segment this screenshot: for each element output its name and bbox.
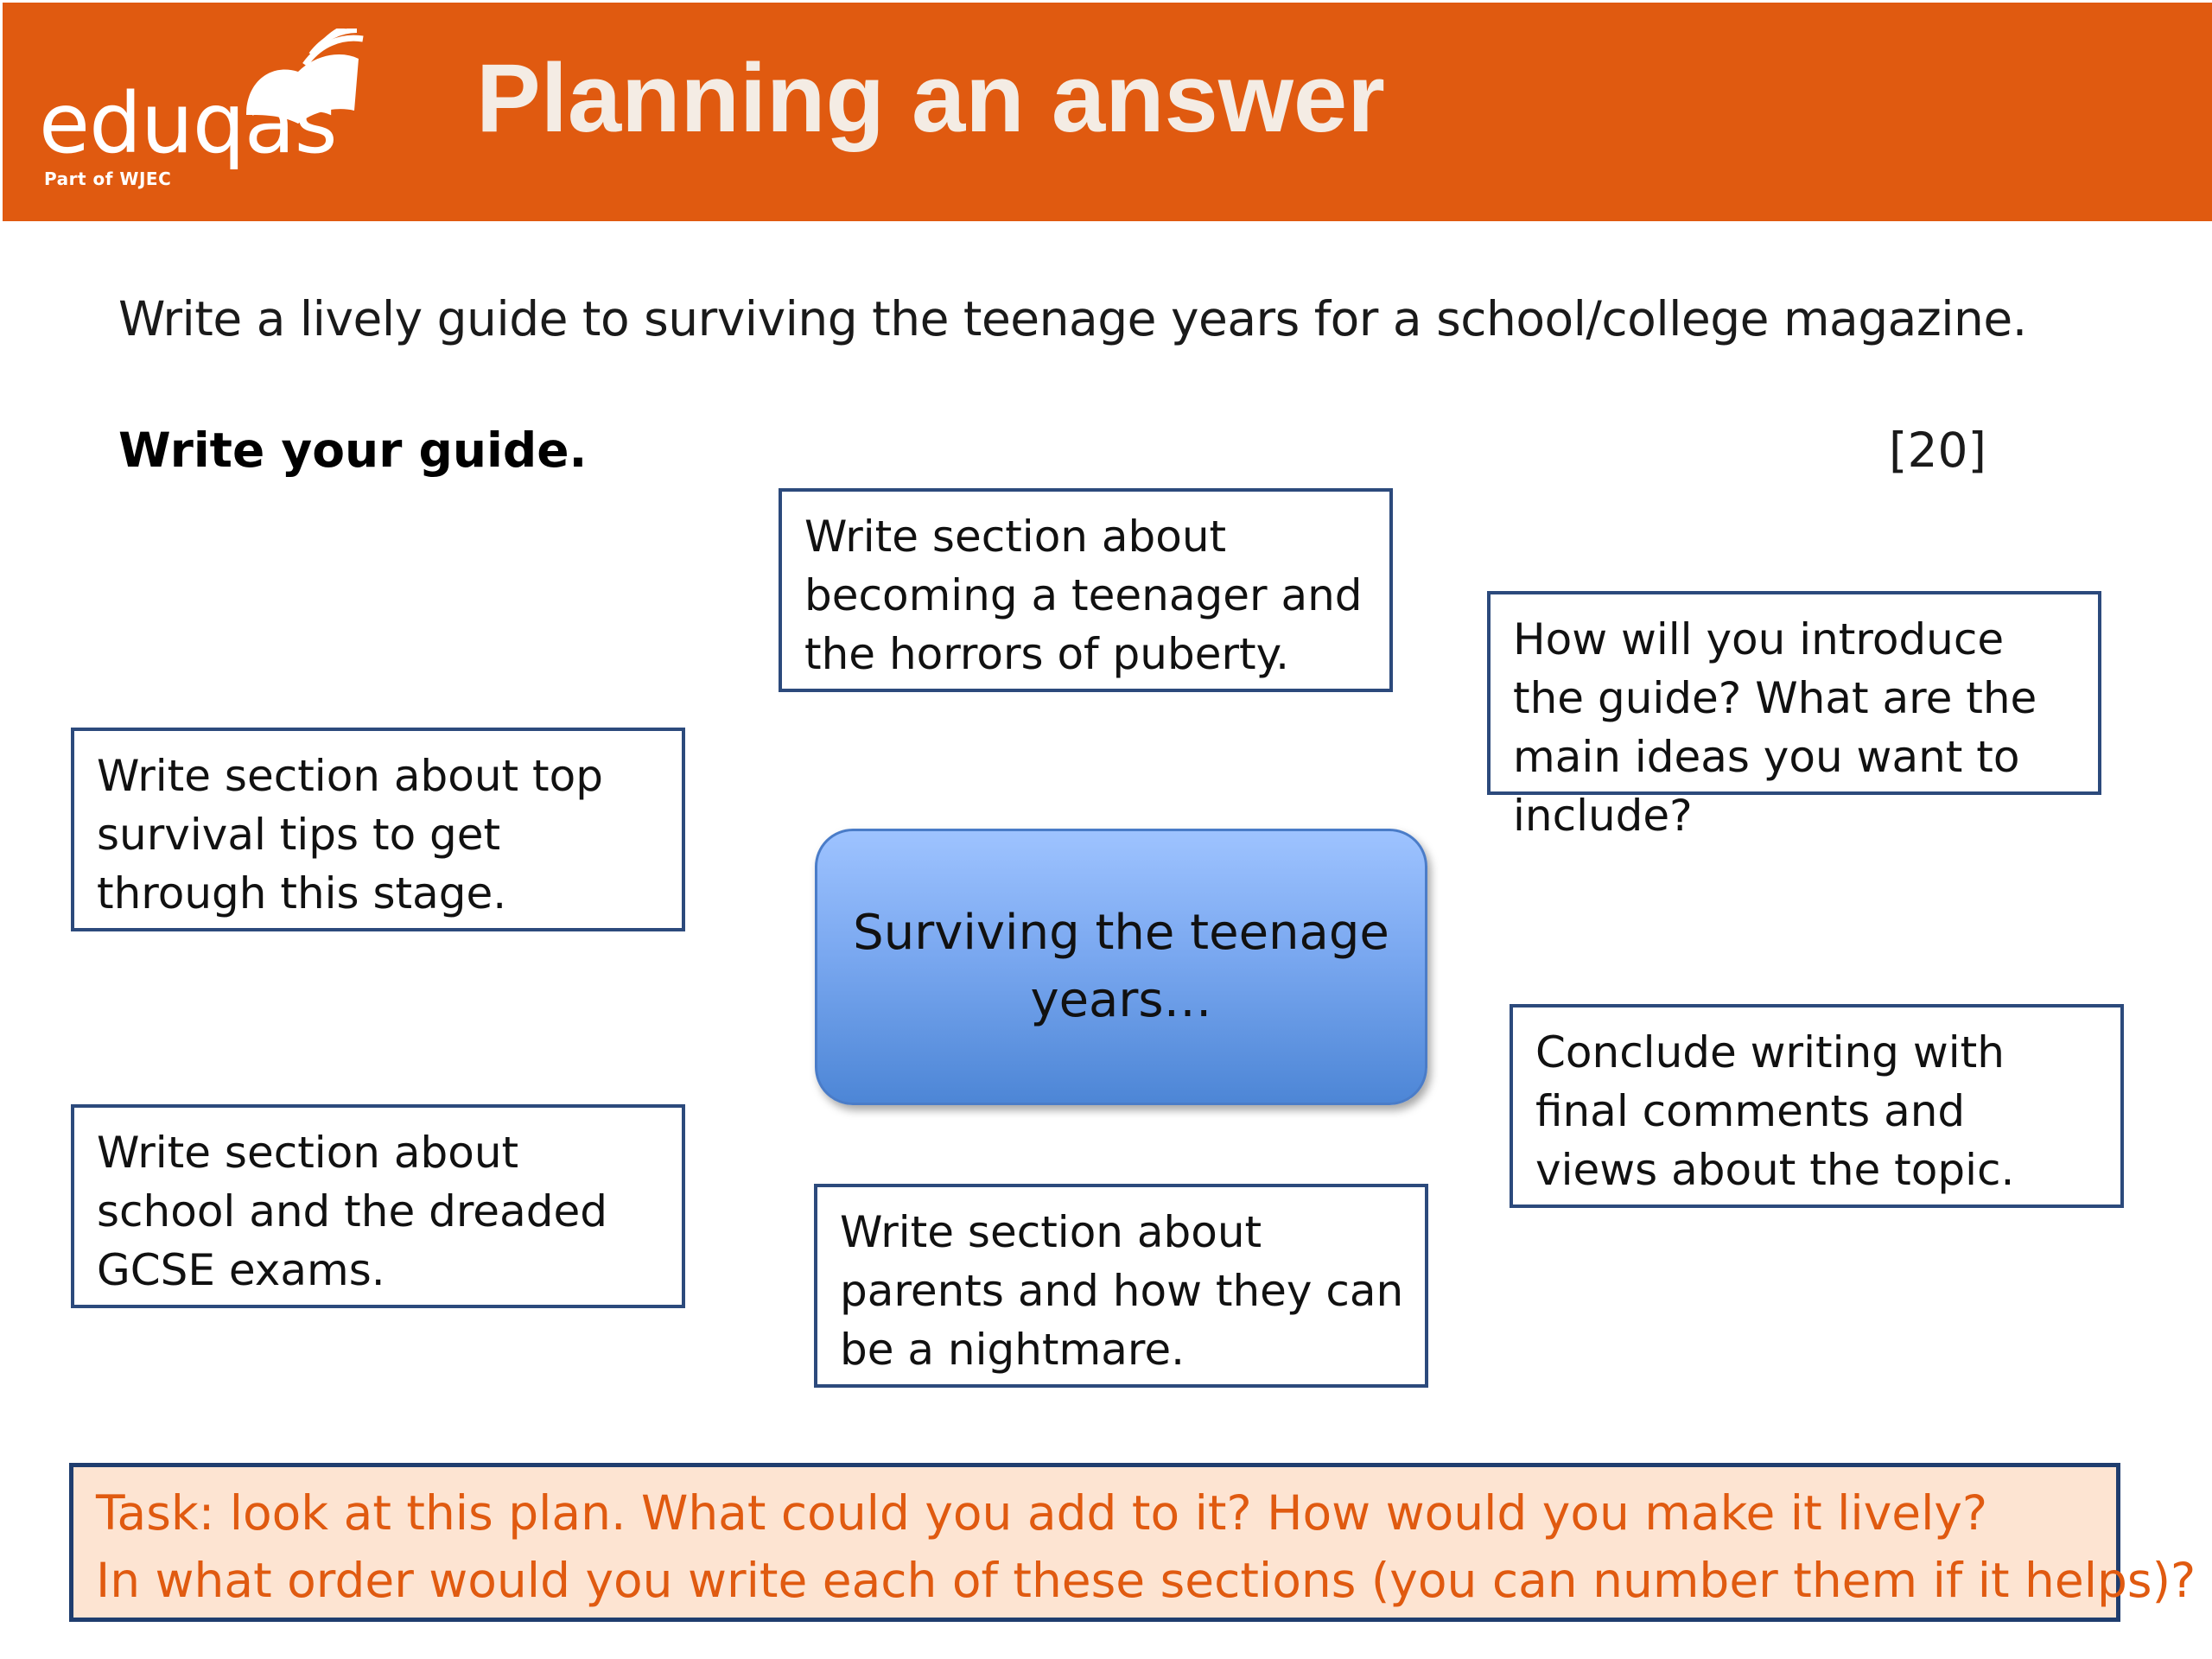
plan-box-parents: Write section about parents and how they can be a nightmare. bbox=[814, 1184, 1428, 1388]
exam-question: Write a lively guide to surviving the teenage years for a school/college magazine. bbox=[118, 291, 2027, 346]
logo-wordmark: eduqas bbox=[39, 75, 337, 172]
eduqas-logo bbox=[39, 29, 359, 201]
task-line-2: In what order would you write each of these sections (you can number them if it helps)? bbox=[96, 1553, 2196, 1608]
task-line-1: Task: look at this plan. What could you add to it? How would you make it lively? bbox=[96, 1485, 1988, 1541]
plan-box-puberty: Write section about becoming a teenager and the horrors of puberty. bbox=[779, 488, 1393, 692]
marks-label: [20] bbox=[1889, 423, 1986, 478]
central-topic: Surviving the teenage years… bbox=[815, 829, 1427, 1105]
page-title: Planning an answer bbox=[476, 44, 1385, 152]
logo-subtitle: Part of WJEC bbox=[44, 168, 172, 189]
plan-box-conclusion: Conclude writing with final comments and views about the topic. bbox=[1510, 1004, 2124, 1208]
plan-box-introduction: How will you introduce the guide? What are the main ideas you want to include? bbox=[1487, 591, 2101, 795]
plan-box-school-exams: Write section about school and the dreaded GCSE exams. bbox=[71, 1104, 685, 1308]
exam-instruction: Write your guide. bbox=[118, 423, 588, 478]
plan-box-survival-tips: Write section about top survival tips to get through this stage. bbox=[71, 728, 685, 931]
task-box bbox=[69, 1463, 2196, 1622]
header-banner bbox=[3, 3, 2212, 221]
